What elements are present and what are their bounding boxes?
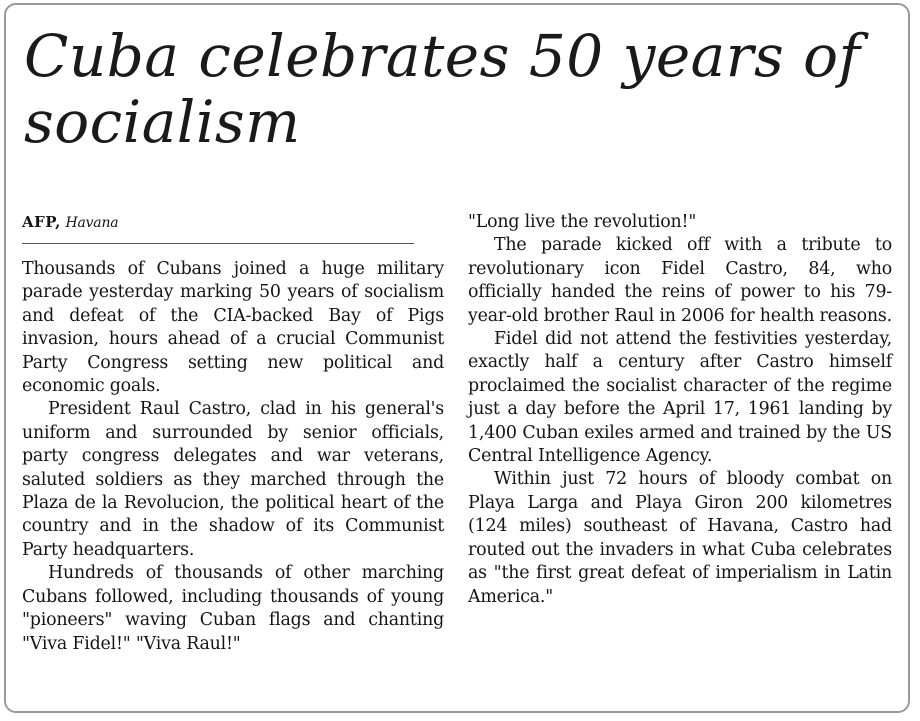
paragraph: Hundreds of thousands of other marching Cubans followed, including thousands of young "pioneers" waving Cuban flags and chanting "Viva Fidel!" "Viva Raul!": [22, 563, 444, 654]
headline: Cuba celebrates 50 years of socialism: [24, 22, 861, 156]
paragraph: The parade kicked off with a tribute to revolutionary icon Fidel Castro, 84, who officially handed the reins of power to his 79-year-old brother Raul in 2006 for health reasons.: [468, 235, 892, 326]
byline-divider: [22, 243, 414, 244]
column-right: [468, 211, 892, 609]
paragraph: President Raul Castro, clad in his general's uniform and surrounded by senior officials, party congress delegates and war veterans, saluted soldiers as they marched through the Plaza de la Revolucion, the political heart of the country and in the shadow of its Communist Party headquarters.: [22, 399, 444, 560]
paragraph-continued: "Long live the revolution!": [468, 212, 697, 232]
news-clipping: [4, 3, 910, 713]
byline: [22, 211, 444, 234]
column-left: [22, 211, 444, 656]
paragraph: Thousands of Cubans joined a huge military parade yesterday marking 50 years of socialism and defeat of the CIA-backed Bay of Pigs invasion, hours ahead of a crucial Communist Party Congress setting new political and economic goals.: [22, 259, 444, 397]
paragraph: Within just 72 hours of bloody combat on Playa Larga and Playa Giron 200 kilometres (124 miles) southeast of Havana, Castro had routed out the invaders in what Cuba celebrates as "the first great defeat of imperialism in Latin America.": [468, 469, 892, 607]
byline-agency: AFP,: [22, 213, 61, 231]
byline-place: Havana: [65, 215, 119, 231]
paragraph: Fidel did not attend the festivities yesterday, exactly half a century after Castro himself proclaimed the socialist character of the regime just a day before the April 17, 1961 landing by 1,400 Cuban exiles armed and trained by the US Central Intelligence Agency.: [468, 329, 892, 467]
